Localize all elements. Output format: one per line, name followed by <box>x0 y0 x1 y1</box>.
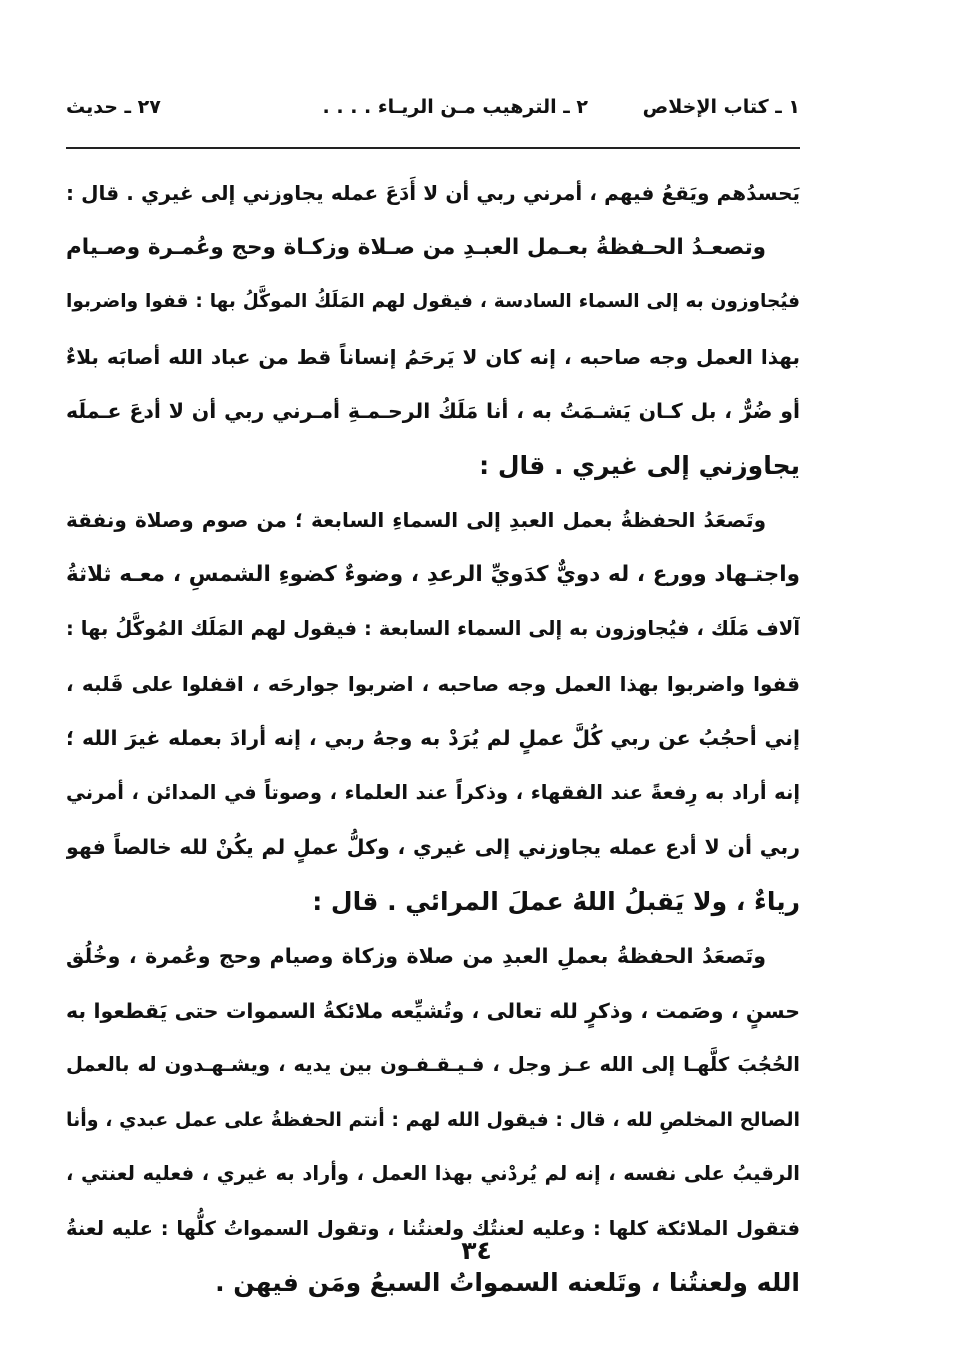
text-line: إني أحجُبُ عن ربي كُلَّ عملٍ لم يُرَدْ به وجهُ ربي ، إنه أرادَ بعمله غيرَ الله ؛ <box>66 726 800 750</box>
text-line: يَحسدُهم ويَقعُ فيهم ، أمرني ربي أن لا أَدَعَ عمله يجاوزني إلى غيري . قال : <box>66 181 800 205</box>
body-text <box>66 166 800 1311</box>
header-hadith-number: ٢٧ ـ حديث <box>66 96 161 118</box>
text-line: الحُجُبَ كلَّهـا إلى الله عـز وجل ، فـيـقـفـون بين يديه ، ويشـهـدون له بالعمل <box>66 1053 800 1076</box>
text-line: آلاف مَلَك ، فيُجاوزون به إلى السماء السابعة : فيقول لهم المَلَك المُوكَّلُ بها : <box>66 617 800 640</box>
page-number: ٣٤ <box>461 1236 492 1265</box>
text-line: وتَصعَدُ الحفظةُ بعملِ العبدِ من صلاة وزكاة وصيام وحج وعُمرة ، وخُلُق <box>66 944 766 968</box>
header-chapter-title: ٢ ـ الترهيب مـن الريـاء . . . . <box>322 96 588 118</box>
text-line: ربي أن لا أدع عمله يجاوزني إلى غيري ، وكلُّ عملٍ لم يكُنْ لله خالصاً فهو <box>66 835 800 859</box>
text-line: وتصعـدُ الحـفظةُ بعـمل العبـدِ من صـلاة وزكـاة وحج وعُمـرة وصـيام <box>66 234 766 260</box>
text-line: فيُجاوزون به إلى السماء السادسة ، فيقول لهم المَلَكُ الموكَّلُ بها : قفوا واضربوا <box>66 291 800 312</box>
running-header <box>66 96 800 130</box>
text-line: فتقول الملائكة كلها : وعليه لعنتُك ولعنتُنا ، وتقول السمواتُ كلُّها : عليه لعنةُ <box>66 1216 800 1240</box>
text-line: الرقيبُ على نفسه ، إنه لم يُردْني بهذا العمل ، وأراد به غيري ، فعليه لعنتي ، <box>66 1162 800 1185</box>
text-line: إنه أراد به رِفعةً عند الفقهاء ، وذكراً عند العلماء ، وصوتاً في المدائن ، أمرني <box>66 780 800 804</box>
text-line: رياءٌ ، ولا يَقبلُ اللهُ عملَ المرائي . قال : <box>312 886 800 916</box>
text-line: وتَصعَدُ الحفظةُ بعمل العبدِ إلى السماءِ السابعة ؛ من صوم وصلاة ونفقة <box>66 508 766 532</box>
header-rule <box>66 147 800 149</box>
text-line: واجتـهاد وورع ، له دويٌّ كدَويِّ الرعدِ ، وضوءٌ كضوءِ الشمسِ ، معـه ثلاثةُ <box>66 561 800 587</box>
text-line: قفوا واضربوا بهذا العمل وجه صاحبه ، اضربوا جوارحَه ، اقفلوا على قَلبه ، <box>66 671 800 696</box>
text-line: الصالح المخلصِ لله ، قال : فيقول الله لهم : أنتم الحفظةُ على عمل عبدي ، وأنا <box>66 1108 800 1131</box>
header-book-title: ١ ـ كتاب الإخلاص <box>642 96 800 118</box>
text-line: حسنٍ ، وصَمت ، وذكرٍ لله تعالى ، وتُشيِّعه ملائكةُ السموات حتى يَقطعوا به <box>66 998 800 1023</box>
text-line: أو ضُرٌّ ، بل كـان يَشـمَتُ به ، أنا مَلَكُ الرحـمـةِ أمـرني ربي أن لا أدعَ عـملَه <box>66 399 800 423</box>
text-line: يجاوزني إلى غيري . قال : <box>479 450 800 480</box>
text-line: الله ولعنتُنا ، وتَلعنه السمواتُ السبعُ ومَن فيهن . <box>215 1268 800 1297</box>
text-line: بهذا العمل وجه صاحبه ، إنه كان لا يَرحَمُ إنساناً قط من عباد الله أصابَه بلاءٌ <box>66 344 800 369</box>
